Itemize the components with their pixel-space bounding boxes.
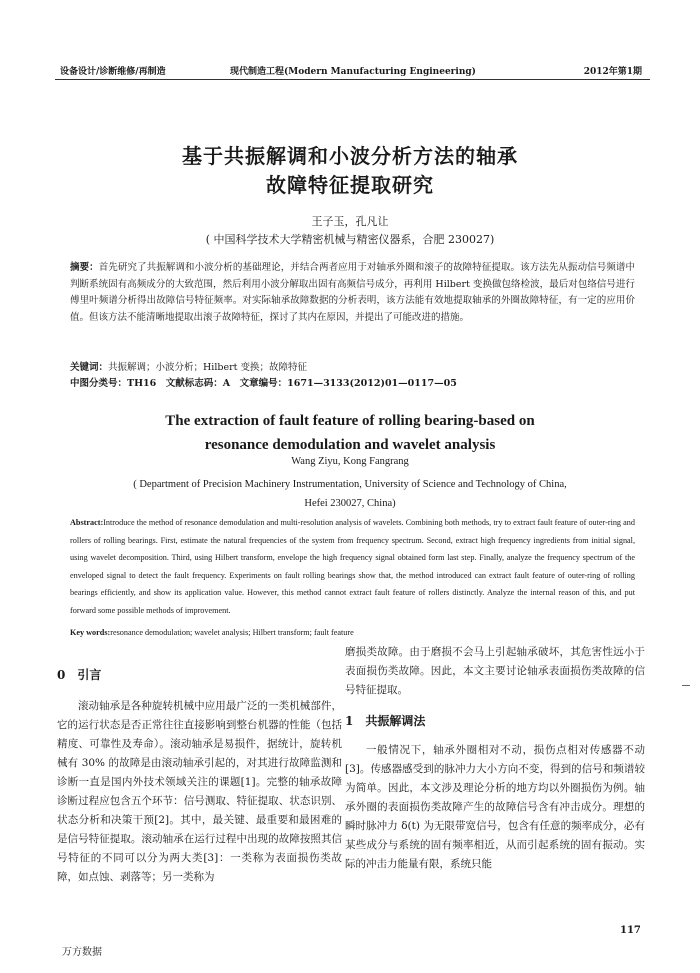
abstract-zh — [70, 260, 635, 326]
left-column — [57, 666, 342, 887]
title-line-1: 基于共振解调和小波分析方法的轴承 — [182, 144, 518, 168]
section-1-heading: 1 共振解调法 — [345, 714, 426, 728]
english-affiliation: ( Department of Precision Machinery Instrumentation, University of Science and Technology of China, Hefei 230027, China) — [133, 479, 567, 509]
authors: 王子玉，孔凡让 — [311, 215, 389, 228]
english-authors: Wang Ziyu, Kong Fangrang — [291, 456, 409, 467]
section-0-heading: 0 引言 — [57, 668, 102, 682]
keywords-zh-label: 关键词： — [70, 362, 109, 373]
abstract-zh-label: 摘要： — [70, 262, 99, 273]
section-1-paragraph: 一般情况下，轴承外圈相对不动，损伤点相对传感器不动[3]。传感器感受到的脉冲力大小方向不变，得到的信号和频谱较为简单。因此，本文涉及理论分析的地方均以外圈损伤为例。轴承外圈的表面损伤类故障产生的故障信号含有冲击成分。理想的瞬时脉冲力 δ(t) 为无限带宽信号，包含有任意的频率成分，必有某些成分与系统的固有频率相近，从而引起系统的固有振动。实际的冲击力能量有限，系统只能 — [345, 744, 645, 870]
keywords-zh-text: 共振解调；小波分析；Hilbert 变换；故障特征 — [108, 362, 307, 373]
classification-zh: 中图分类号：TH16 文献标志码：A 文章编号：1671—3133(2012)01—0117—05 — [70, 378, 457, 389]
paper-title — [0, 142, 700, 200]
en-title-line-1: The extraction of fault feature of rolling bearing-based on — [165, 413, 535, 429]
right-paragraph-1: 磨损类故障。由于磨损不会马上引起轴承破坏，其危害性远小于表面损伤类故障。因此，本文主要讨论轴承表面损伤类故障的信号特征提取。 — [345, 646, 645, 696]
section-0-paragraph: 滚动轴承是各种旋转机械中应用最广泛的一类机械部件，它的运行状态是否正常往往直接影响到整台机器的性能（包括精度、可靠性及寿命）。滚动轴承是易损件，据统计，旋转机械有 30% 的故障是由滚动轴承引起的，对其进行故障监测和诊断一直是国内外技术领域关注的课题[1]。完整的轴承故障诊断过程应包含五个环节：信号测取、特征提取、状态识别、状态分析和决策干预[2]。其中，最关键、最重要和最困难的是信号特征提取。滚动轴承在运行过程中出现的故障按照其信号特征的不同可以分为两大类[3]：一类称为表面损伤类故障，如点蚀、剥落等；另一类称为 — [57, 700, 342, 883]
affiliation: ( 中国科学技术大学精密机械与精密仪器系，合肥 230027) — [205, 233, 495, 246]
keywords-zh — [70, 359, 635, 373]
keywords-en — [70, 628, 635, 637]
abstract-zh-text: 首先研究了共振解调和小波分析的基础理论，并结合两者应用于对轴承外圈和滚子的故障特征提取。该方法先从振动信号频谱中判断系统固有高频成分的大致范围，然后利用小波分解取出固有高频信号成分，再利用 Hilbert 变换做包络检波，最后对包络信号进行傅里叶频谱分析得出故障信号特征频率。对实际轴承故障数据的分析表明，该方法能有效地提取轴承的外圈故障特征，有一定的应用价值。但该方法不能清晰地提取出滚子故障特征，探讨了其内在原因，并提出了可能改进的措施。 — [70, 262, 635, 323]
abstract-en-label: Abstract: — [70, 518, 104, 527]
header-right: 2012年第1期 — [583, 67, 642, 77]
keywords-en-text: resonance demodulation; wavelet analysis; Hilbert transform; fault feature — [110, 628, 354, 637]
abstract-en — [70, 514, 635, 619]
right-column — [345, 643, 645, 874]
en-title-line-2: resonance demodulation and wavelet analysis — [204, 437, 496, 453]
english-title — [0, 409, 700, 457]
header-left: 设备设计/诊断维修/再制造 — [60, 67, 166, 77]
header-center: 现代制造工程(Modern Manufacturing Engineering) — [230, 67, 476, 77]
keywords-en-label: Key words: — [70, 628, 111, 637]
header-rule — [55, 79, 650, 80]
margin-mark — [682, 685, 690, 686]
footer-watermark: 万方数据 — [62, 947, 102, 958]
page-number: 117 — [620, 925, 641, 936]
title-line-2: 故障特征提取研究 — [266, 173, 434, 197]
abstract-en-text: Introduce the method of resonance demodulation and multi-resolution analysis of wavelets. Combining both methods, try to extract fault feature of outer-ring and rollers of rolling bearings. First, estimate the natural frequencies of the system from frequency spectrum. Second, extract high frequency ingredients from initial signal, using wavelet decomposition. Third, using Hilbert transform, envelope the high frequency signal obtained form last step. Finally, analyze the frequency spectrum of the enveloped signal to detect the fault frequency. Experiments on fault rolling bearings show that, the method introduced can extract fault feature of outer-ring of rolling bearings efficiently, and show its application value. However, this method cannot extract fault feature of rollers distinctly. Analyze the internal reason of this, and put forward some possible methods of improvement. — [70, 518, 635, 615]
